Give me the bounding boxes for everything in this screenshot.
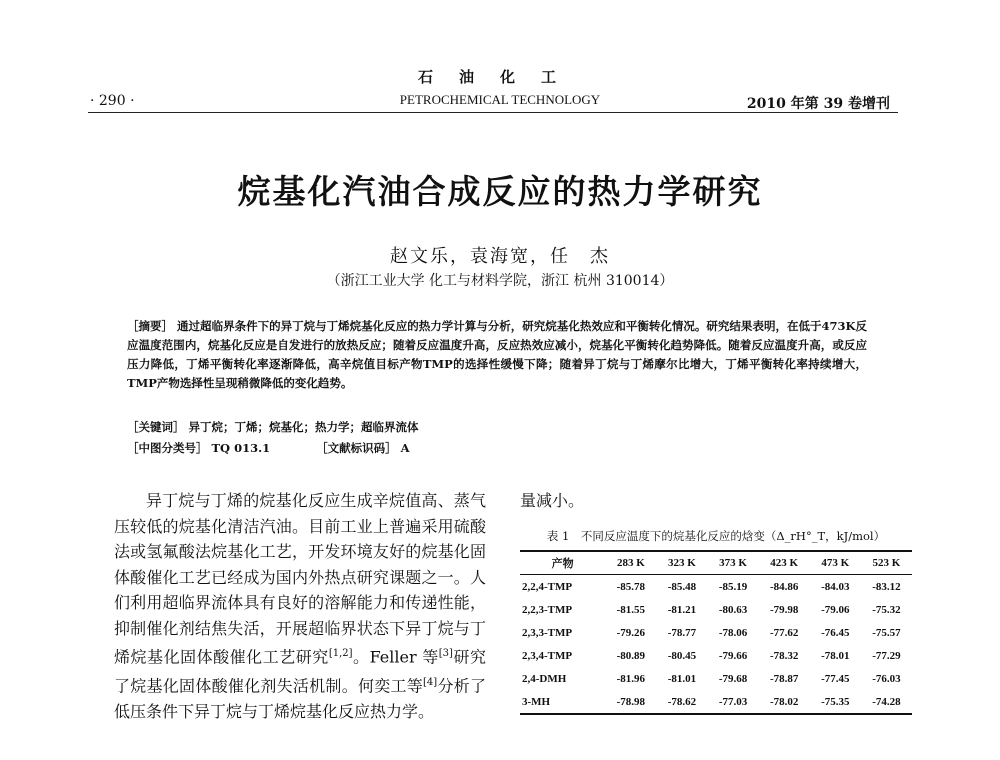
enthalpy-value-cell: -78.01: [821, 649, 850, 662]
table-header-cell: 产物: [520, 551, 605, 575]
citation: [3]: [438, 648, 453, 659]
enthalpy-table: [520, 550, 912, 715]
issue-info: 2010 年第 39 卷增刊: [746, 96, 890, 112]
enthalpy-value-cell: -79.26: [616, 626, 646, 639]
enthalpy-value-cell: -78.32: [769, 649, 799, 662]
classification: [127, 440, 410, 456]
table-row: [520, 575, 912, 599]
body-text-column: [114, 488, 486, 724]
enthalpy-value-cell: -83.12: [872, 580, 901, 593]
enthalpy-value-cell: -84.86: [769, 580, 799, 593]
table-header-cell: 323 K: [656, 551, 707, 575]
enthalpy-value-cell: -80.45: [667, 649, 697, 662]
enthalpy-value-cell: -81.55: [616, 603, 646, 616]
enthalpy-value-cell: -81.21: [667, 603, 697, 616]
table-row: [520, 598, 912, 621]
product-name-cell: 2,2,3-TMP: [522, 603, 573, 616]
enthalpy-value-cell: -85.78: [616, 580, 646, 593]
affiliation: （浙江工业大学 化工与材料学院，浙江 杭州 310014）: [326, 273, 674, 289]
enthalpy-value-cell: -77.62: [769, 626, 799, 639]
enthalpy-value-cell: -78.06: [718, 626, 748, 639]
table-row: [520, 621, 912, 644]
table-header-cell: 523 K: [861, 551, 912, 575]
table-row: [520, 667, 912, 690]
citation: [1,2]: [328, 648, 353, 659]
enthalpy-value-cell: -75.35: [810, 690, 861, 714]
table-row: [520, 690, 912, 714]
document-code: ［文献标识码］ A: [316, 441, 410, 455]
product-name-cell: 3-MH: [520, 690, 605, 714]
journal-name-cn: 石油化工: [417, 68, 582, 86]
right-column-text: 量减小。: [520, 491, 585, 510]
product-name-cell: 2,2,4-TMP: [522, 580, 573, 593]
paper-title: 烷基化汽油合成反应的热力学研究: [237, 172, 763, 211]
enthalpy-value-cell: -81.01: [667, 672, 697, 685]
enthalpy-value-cell: -79.68: [718, 672, 748, 685]
product-name-cell: 2,4-DMH: [522, 672, 567, 685]
table-header-cell: 423 K: [759, 551, 810, 575]
enthalpy-value-cell: -75.32: [872, 603, 901, 616]
enthalpy-value-cell: -76.03: [872, 672, 901, 685]
enthalpy-value-cell: -78.62: [656, 690, 707, 714]
table-header-cell: 473 K: [810, 551, 861, 575]
intro-paragraph: 异丁烷与丁烯的烷基化反应生成辛烷值高、蒸气压较低的烷基化清洁汽油。目前工业上普遍采用硫酸法或氢氟酸法烷基化工艺，开发环境友好的烷基化固体酸催化工艺已经成为国内外热点研究课题之一。人们利用超临界流体具有良好的溶解能力和传递性能，抑制催化剂结焦失活，开展超临界状态下异丁烷与丁烯烷基化固体酸催化工艺研究[1,2]。Feller 等[3]研究了烷基化固体酸催化剂失活机制。何奕工等[4]分析了低压条件下异丁烷与丁烯烷基化反应热力学。: [114, 491, 486, 721]
enthalpy-value-cell: -77.03: [708, 690, 759, 714]
enthalpy-value-cell: -78.98: [605, 690, 656, 714]
enthalpy-value-cell: -80.89: [616, 649, 646, 662]
citation: [4]: [423, 676, 438, 688]
enthalpy-value-cell: -78.02: [759, 690, 810, 714]
enthalpy-value-cell: -79.06: [821, 603, 850, 616]
product-name-cell: 2,3,4-TMP: [522, 649, 573, 662]
enthalpy-value-cell: -78.77: [667, 626, 697, 639]
enthalpy-value-cell: -85.48: [667, 580, 697, 593]
enthalpy-value-cell: -84.03: [821, 580, 850, 593]
table-header-cell: 373 K: [708, 551, 759, 575]
enthalpy-value-cell: -75.57: [872, 626, 901, 639]
product-name-cell: 2,3,3-TMP: [522, 626, 573, 639]
enthalpy-value-cell: -80.63: [718, 603, 748, 616]
enthalpy-value-cell: -78.87: [769, 672, 799, 685]
clc-number: ［中图分类号］ TQ 013.1: [127, 441, 271, 455]
enthalpy-value-cell: -79.66: [718, 649, 748, 662]
enthalpy-value-cell: -81.96: [616, 672, 646, 685]
enthalpy-value-cell: -77.45: [821, 672, 850, 685]
keywords: ［关键词］ 异丁烷；丁烯；烷基化；热力学；超临界流体: [127, 420, 419, 434]
journal-name-en: PETROCHEMICAL TECHNOLOGY: [399, 92, 601, 107]
authors: 赵文乐，袁海宽，任 杰: [390, 246, 610, 267]
table-caption: 表 1 不同反应温度下的烷基化反应的焓变（Δ_rH°_T，kJ/mol）: [546, 529, 886, 543]
enthalpy-value-cell: -74.28: [861, 690, 912, 714]
page-number: · 290 ·: [90, 93, 135, 109]
table-row: [520, 644, 912, 667]
enthalpy-value-cell: -79.98: [769, 603, 799, 616]
header-rule: [88, 112, 898, 113]
enthalpy-value-cell: -77.29: [872, 649, 901, 662]
abstract: ［摘要］ 通过超临界条件下的异丁烷与丁烯烷基化反应的热力学计算与分析，研究烷基化热效应和平衡转化情况。研究结果表明，在低于473K反应温度范围内，烷基化反应是自发进行的放热反应；随着反应温度升高，反应热效应减小，烷基化平衡转化趋势降低。随着反应温度升高，或反应压力降低，丁烯平衡转化率逐渐降低，高辛烷值目标产物TMP的选择性缓慢下降；随着异丁烷与丁烯摩尔比增大，丁烯平衡转化率持续增大，TMP产物选择性呈现稍微降低的变化趋势。: [127, 319, 867, 390]
table-header-cell: 283 K: [605, 551, 656, 575]
enthalpy-value-cell: -76.45: [821, 626, 850, 639]
enthalpy-value-cell: -85.19: [718, 580, 748, 593]
table-header-row: [520, 551, 912, 575]
